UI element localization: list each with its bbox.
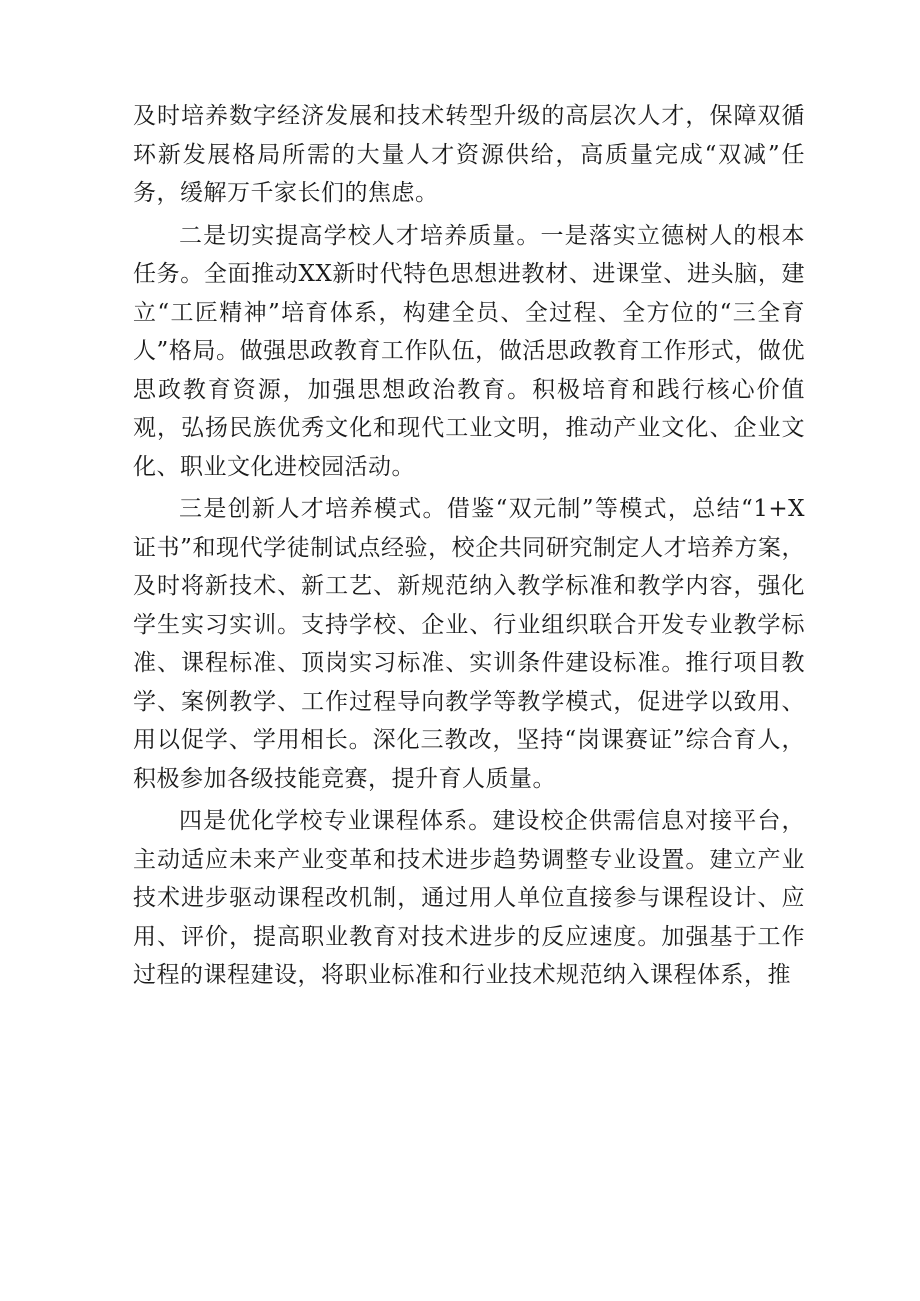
paragraph-continuation: 及时培养数字经济发展和技术转型升级的高层次人才，保障双循环新发展格局所需的大量人才资源供给，高质量完成“双减”任务，缓解万千家长们的焦虑。	[133, 103, 805, 206]
document-body	[133, 97, 805, 995]
paragraph-talent-quality: 二是切实提高学校人才培养质量。一是落实立德树人的根本任务。全面推动XX新时代特色思想进教材、进课堂、进头脑，建立“工匠精神”培育体系，构建全员、全过程、全方位的“三全育人”格局。做强思政教育工作队伍，做活思政教育工作形式，做优思政教育资源，加强思想政治教育。积极培育和践行核心价值观，弘扬民族优秀文化和现代工业文明，推动产业文化、企业文化、职业文化进校园活动。	[133, 222, 805, 480]
paragraph-curriculum-system: 四是优化学校专业课程体系。建设校企供需信息对接平台，主动适应未来产业变革和技术进步趋势调整专业设置。建立产业技术进步驱动课程改机制，通过用人单位直接参与课程设计、应用、评价，提高职业教育对技术进步的反应速度。加强基于工作过程的课程建设，将职业标准和行业技术规范纳入课程体系，推	[133, 808, 805, 988]
paragraph-training-model: 三是创新人才培养模式。借鉴“双元制”等模式，总结“1+X证书”和现代学徒制试点经验，校企共同研究制定人才培养方案，及时将新技术、新工艺、新规范纳入教学标准和教学内容，强化学生实习实训。支持学校、企业、行业组织联合开发专业教学标准、课程标准、顶岗实习标准、实训条件建设标准。推行项目教学、案例教学、工作过程导向教学等教学模式，促进学以致用、用以促学、学用相长。深化三教改，坚持“岗课赛证”综合育人，积极参加各级技能竞赛，提升育人质量。	[133, 496, 805, 792]
